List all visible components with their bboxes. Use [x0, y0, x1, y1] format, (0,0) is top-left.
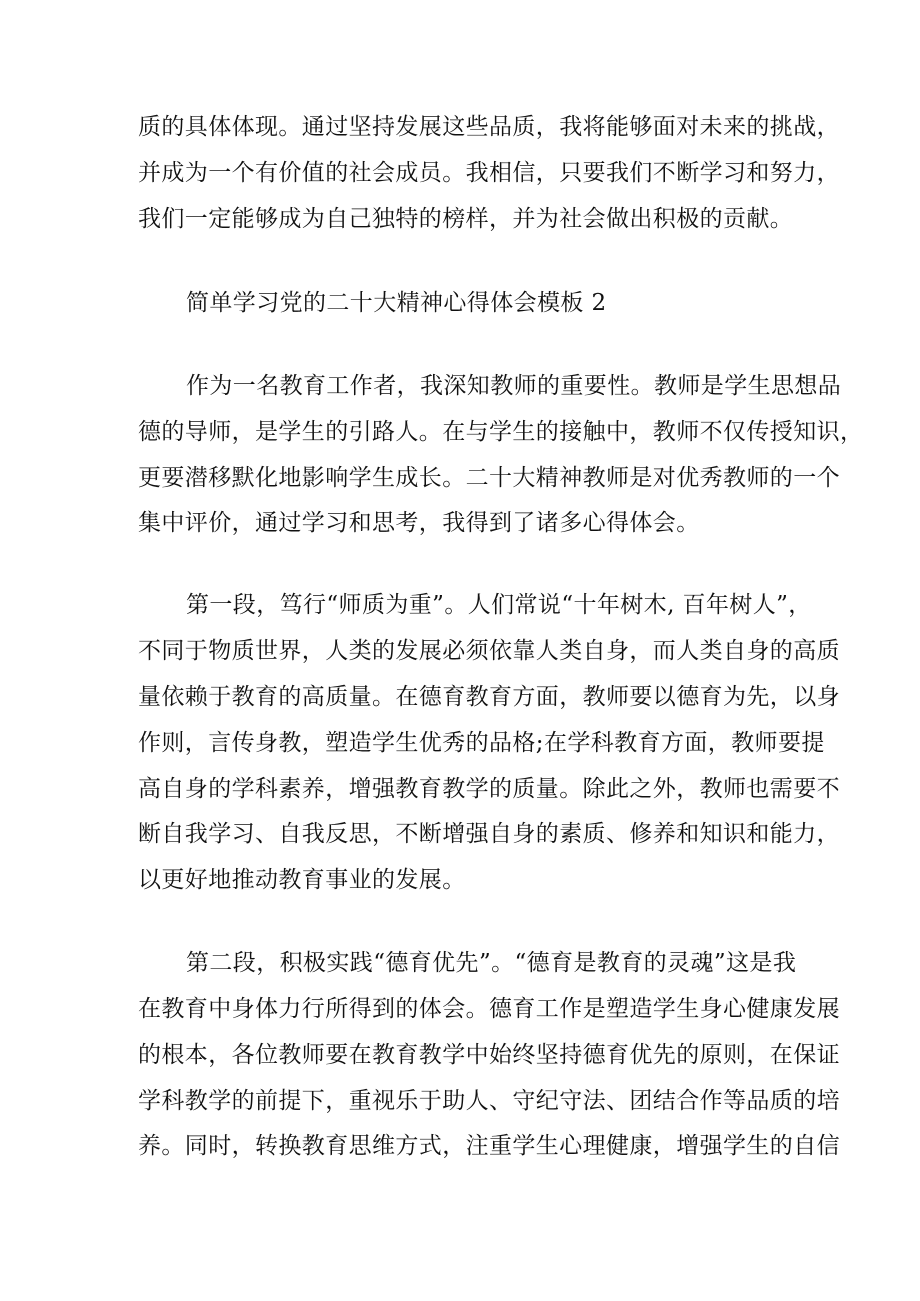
paragraph-2-line-7: 以更好地推动教育事业的发展。 [138, 867, 466, 893]
paragraph-2-line-2: 不同于物质世界，人类的发展必须依靠人类自身，而人类自身的高质 [138, 638, 840, 664]
intro-line-1: 质的具体体现。通过坚持发展这些品质，我将能够面对未来的挑战， [138, 114, 840, 140]
paragraph-1-line-4: 集中评价，通过学习和思考，我得到了诸多心得体会。 [138, 510, 700, 536]
paragraph-2-line-3: 量依赖于教育的高质量。在德育教育方面，教师要以德育为先，以身 [138, 684, 840, 710]
paragraph-2-line-1: 第一段，笃行“师质为重”。人们常说“十年树木, 百年树人”， [186, 592, 812, 618]
paragraph-1-line-3: 更要潜移默化地影响学生成长。二十大精神教师是对优秀教师的一个 [138, 465, 840, 491]
paragraph-3-line-4: 学科教学的前提下，重视乐于助人、守纪守法、团结合作等品质的培 [138, 1088, 840, 1114]
paragraph-2-line-6: 断自我学习、自我反思，不断增强自身的素质、修养和知识和能力， [138, 821, 840, 847]
intro-line-3: 我们一定能够成为自己独特的榜样，并为社会做出积极的贡献。 [138, 206, 794, 232]
paragraph-2-line-4: 作则，言传身教，塑造学生优秀的品格;在学科教育方面，教师要提 [138, 730, 825, 756]
paragraph-2-line-5: 高自身的学科素养，增强教育教学的质量。除此之外，教师也需要不 [138, 776, 840, 802]
paragraph-3-line-1: 第二段，积极实践“德育优先”。“德育是教育的灵魂”这是我 [186, 950, 797, 976]
paragraph-3-line-5: 养。同时，转换教育思维方式，注重学生心理健康，增强学生的自信 [138, 1133, 840, 1159]
paragraph-3-line-3: 的根本，各位教师要在教育教学中始终坚持德育优先的原则，在保证 [138, 1042, 840, 1068]
section-title: 简单学习党的二十大精神心得体会模板 2 [186, 290, 607, 316]
paragraph-1-line-1: 作为一名教育工作者，我深知教师的重要性。教师是学生思想品 [186, 373, 842, 399]
intro-line-2: 并成为一个有价值的社会成员。我相信，只要我们不断学习和努力， [138, 160, 840, 186]
paragraph-3-line-2: 在教育中身体力行所得到的体会。德育工作是塑造学生身心健康发展 [138, 996, 840, 1022]
paragraph-1-line-2: 德的导师，是学生的引路人。在与学生的接触中，教师不仅传授知识， [138, 419, 864, 445]
